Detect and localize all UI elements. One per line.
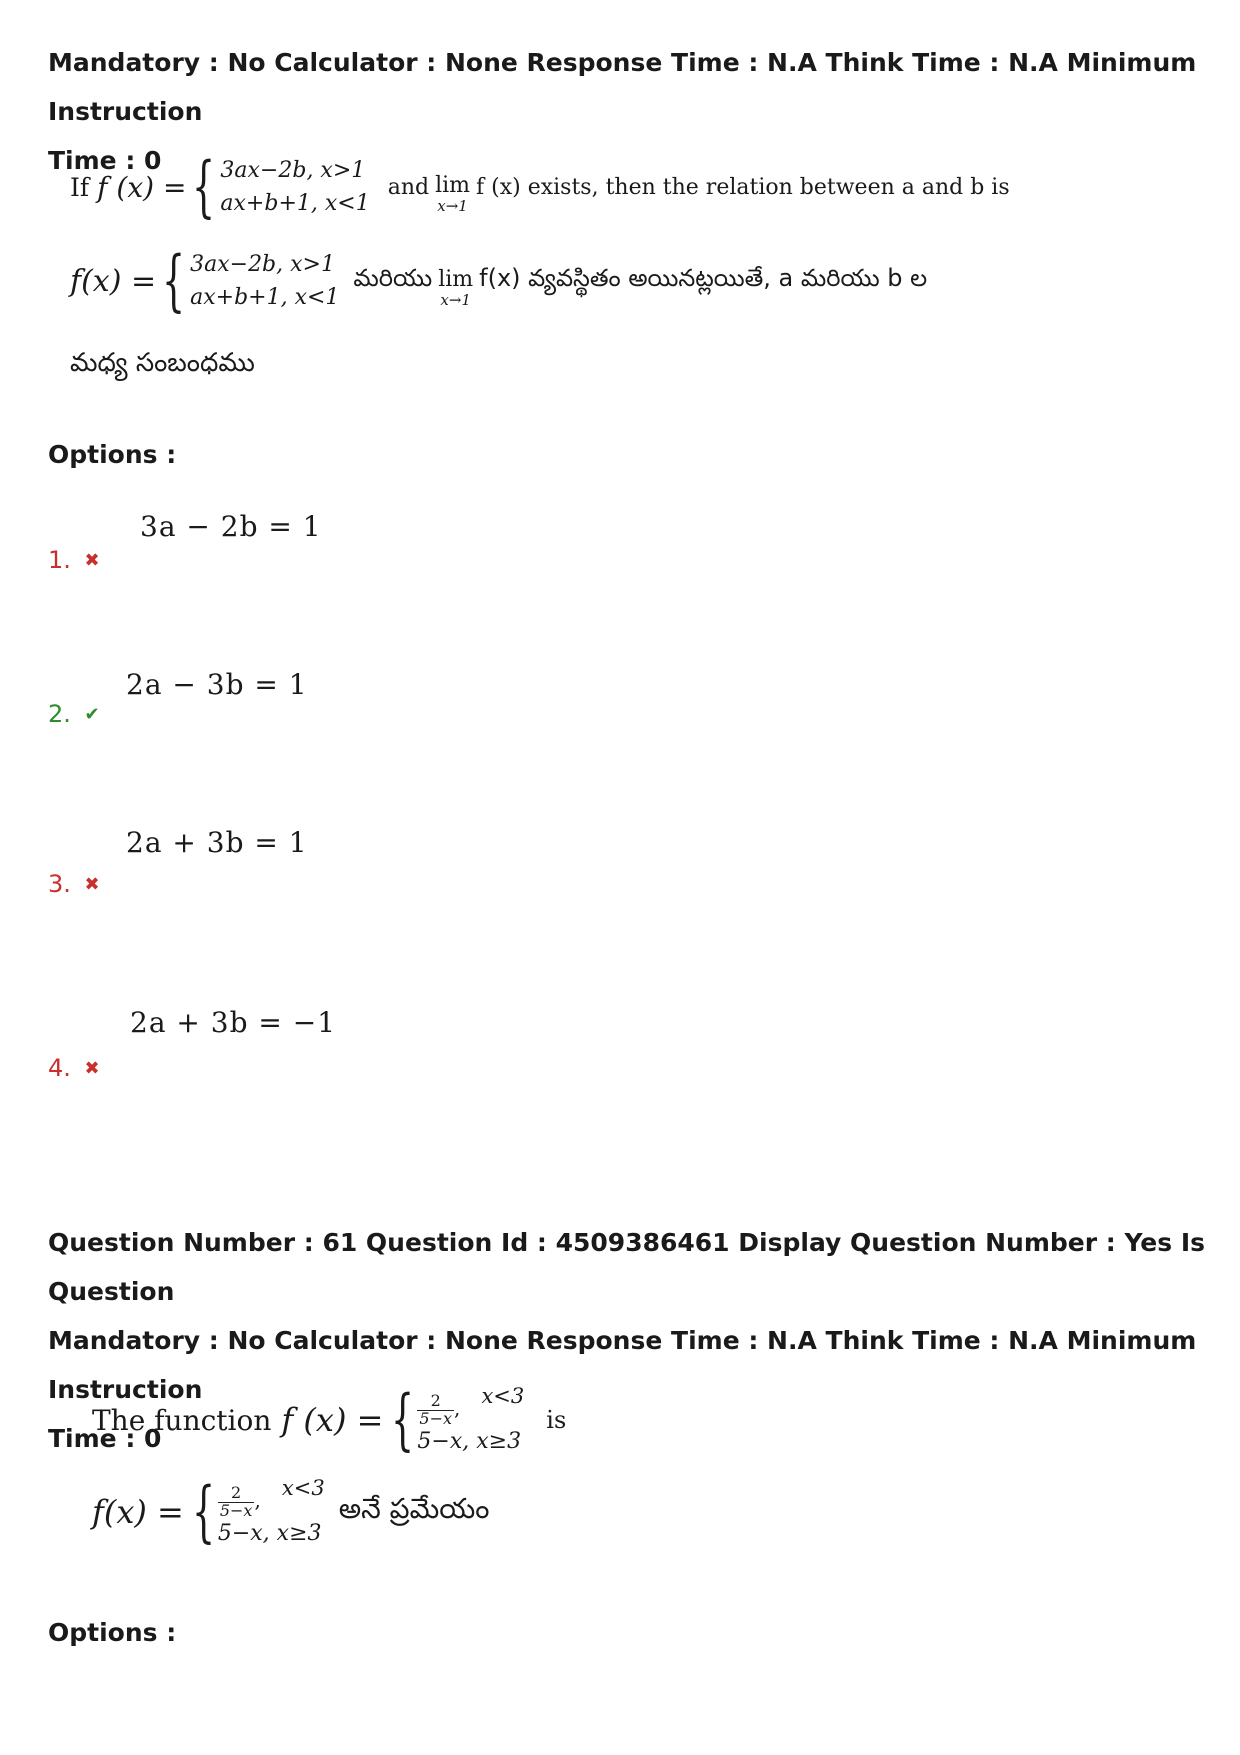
q61-te-frac-den: 5−x [219,1501,253,1521]
q61-cases [417,1384,524,1456]
cross-icon: ✖ [84,874,100,895]
option-2-answer: 2a − 3b = 1 [126,668,308,701]
q60-te-relation-text: f(x) వ్యవస్థితం అయినట్లయితే, a మరియు b ల [479,264,928,292]
q60-te-lim-sub: x→1 [440,290,471,309]
q61-te-fraction [218,1485,255,1520]
q61-case-2: 5−x, x≥3 [417,1428,522,1454]
cross-icon: ✖ [84,550,100,571]
option-1-answer: 3a − 2b = 1 [140,510,322,543]
question-61-english [92,1380,566,1460]
q60-relation-text: f (x) exists, then the relation between a and b is [476,174,1010,200]
q61-meta-line-2: Mandatory : No Calculator : None Response Time : N.A Think Time : N.A Minimum Instruction [48,1326,1197,1404]
q60-te-fx: f(x) = [70,263,157,299]
q60-te-and: మరియు [353,264,433,292]
q61-suffix: is [546,1406,567,1434]
cross-icon: ✖ [84,1058,100,1079]
q61-frac-den: 5−x [419,1409,453,1429]
q61-case-1: $\frac{2}{5-x}$ , x<3 [419,1384,525,1429]
q60-brace: { [192,148,216,225]
q60-te-case-2: ax+b+1, x<1 [190,285,340,310]
check-icon: ✔ [84,704,100,725]
option-3[interactable] [48,870,100,898]
q61-te-frac-num: 2 [218,1485,255,1503]
q61-fx: f (x) = [281,1401,384,1439]
option-2-number: 2. [48,700,71,728]
q61-meta-line-3: Time : 0 [48,1424,162,1453]
question-61-telugu [92,1472,489,1552]
q60-cases [220,154,369,220]
option-3-answer: 2a + 3b = 1 [126,826,308,859]
q60-te-lim-word: lim [438,266,474,292]
q61-meta-line-1: Question Number : 61 Question Id : 4509386461 Display Question Number : Yes Is Question [48,1228,1206,1306]
question-60-telugu [70,242,928,319]
question-60-english [70,148,1010,225]
q60-and: and [387,174,430,200]
option-1-number: 1. [48,546,71,574]
option-1[interactable] [48,546,100,574]
q61-te-cases [218,1476,325,1548]
q61-case-1-cond: x<3 [481,1384,525,1409]
q60-te-cases [190,248,339,314]
q61-te-case-2: 5−x, x≥3 [217,1520,322,1546]
q61-fraction [417,1393,454,1428]
q60-te-case-1: 3ax−2b, x>1 [190,252,335,277]
q61-te-fx: f(x) = [92,1493,184,1531]
meta-line-1: Mandatory : No Calculator : None Response Time : N.A Think Time : N.A Minimum Instruction [48,48,1197,126]
options-label: Options : [48,440,177,469]
q60-te-brace: { [162,242,186,319]
q61-te-suffix: అనే ప్రమేయం [338,1492,490,1525]
q61-brace: { [391,1381,415,1458]
q61-prefix: The function [92,1403,272,1437]
q60-case-1: 3ax−2b, x>1 [220,158,366,183]
q60-case-2: ax+b+1, x<1 [220,191,370,216]
option-4[interactable] [48,1054,100,1082]
meta-line-2: Time : 0 [48,146,162,175]
q60-te-line-2: మధ్య సంబంధము [70,348,255,378]
q60-prefix: If [70,172,90,202]
option-3-number: 3. [48,870,71,898]
option-4-number: 4. [48,1054,71,1082]
q60-te-limit [438,255,473,308]
q61-te-case-1-cond: x<3 [281,1476,325,1501]
option-2[interactable] [48,700,100,728]
q61-te-brace: { [191,1473,215,1550]
options-label-61: Options : [48,1618,177,1647]
q60-lim-word: lim [435,172,471,198]
q61-te-case-1: $\frac{2}{5-x}$ , x<3 [219,1476,325,1521]
q60-lim-sub: x→1 [437,196,468,215]
option-4-answer: 2a + 3b = −1 [130,1006,337,1039]
q60-limit [435,161,470,214]
q61-frac-num: 2 [417,1393,454,1411]
q60-fx: f (x) = [97,170,187,204]
